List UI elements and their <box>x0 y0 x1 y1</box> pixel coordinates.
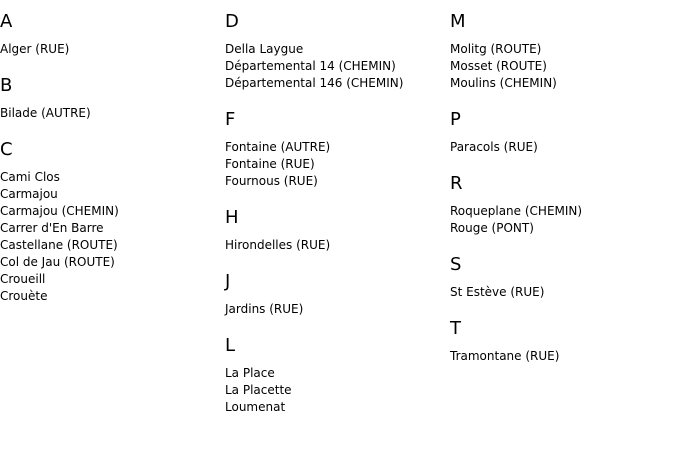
street-list-item: Moulins (CHEMIN) <box>450 76 557 90</box>
letter-section <box>225 207 445 254</box>
letter-section <box>450 173 670 237</box>
street-list-item: Castellane (ROUTE) <box>0 238 118 252</box>
street-list <box>225 237 445 254</box>
street-list-item: Hirondelles (RUE) <box>225 238 331 252</box>
street-list-item: Paracols (RUE) <box>450 140 538 154</box>
letter-heading: P <box>450 109 461 130</box>
street-list-item: Carrer d'En Barre <box>0 221 104 235</box>
street-list-item: Mosset (ROUTE) <box>450 59 547 73</box>
street-list-item: Jardins (RUE) <box>225 302 304 316</box>
street-list <box>0 169 220 305</box>
street-list-item: Molitg (ROUTE) <box>450 42 542 56</box>
letter-heading: T <box>450 318 461 339</box>
street-list-item: Carmajou (CHEMIN) <box>0 204 119 218</box>
street-list <box>225 41 445 92</box>
letter-section <box>0 75 220 122</box>
letter-heading: H <box>225 207 239 228</box>
street-list-item: Tramontane (RUE) <box>450 349 560 363</box>
letter-heading: R <box>450 173 463 194</box>
street-list-item: La Placette <box>225 383 292 397</box>
street-list-item: Crouète <box>0 289 48 303</box>
letter-heading: F <box>225 109 236 130</box>
letter-heading: J <box>225 271 231 292</box>
street-list-item: Fontaine (AUTRE) <box>225 140 331 154</box>
street-list-item: Loumenat <box>225 400 286 414</box>
street-list-item: Fournous (RUE) <box>225 174 318 188</box>
street-list <box>450 284 670 301</box>
street-list <box>0 41 220 58</box>
letter-section <box>225 335 445 416</box>
letter-heading: L <box>225 335 236 356</box>
street-list-item: Fontaine (RUE) <box>225 157 315 171</box>
street-list <box>225 301 445 318</box>
letter-heading: D <box>225 11 239 32</box>
street-list-item: Col de Jau (ROUTE) <box>0 255 115 269</box>
street-list <box>225 139 445 190</box>
letter-section <box>450 254 670 301</box>
street-list-item: Croueill <box>0 272 46 286</box>
letter-section <box>225 271 445 318</box>
index-column-2 <box>225 0 445 416</box>
street-list-item: Départemental 14 (CHEMIN) <box>225 59 396 73</box>
street-list <box>225 365 445 416</box>
street-list-item: Départemental 146 (CHEMIN) <box>225 76 404 90</box>
letter-section <box>0 139 220 305</box>
letter-section <box>450 109 670 156</box>
street-list-item: La Place <box>225 366 275 380</box>
letter-section <box>450 318 670 365</box>
street-list <box>450 348 670 365</box>
street-list-item: Carmajou <box>0 187 58 201</box>
letter-section <box>450 11 670 92</box>
index-column-1 <box>0 0 220 305</box>
letter-section <box>225 109 445 190</box>
street-list-item: Roqueplane (CHEMIN) <box>450 204 583 218</box>
street-list <box>450 139 670 156</box>
street-list <box>450 41 670 92</box>
street-list <box>450 203 670 237</box>
letter-heading: A <box>0 11 13 32</box>
street-list-item: Cami Clos <box>0 170 60 184</box>
street-list-item: Rouge (PONT) <box>450 221 534 235</box>
letter-heading: B <box>0 75 13 96</box>
street-list <box>0 105 220 122</box>
letter-heading: S <box>450 254 462 275</box>
street-list-item: St Estève (RUE) <box>450 285 545 299</box>
street-list-item: Alger (RUE) <box>0 42 70 56</box>
letter-section <box>0 11 220 58</box>
street-list-item: Bilade (AUTRE) <box>0 106 91 120</box>
street-list-item: Della Laygue <box>225 42 304 56</box>
index-column-3 <box>450 0 670 365</box>
letter-heading: M <box>450 11 466 32</box>
letter-section <box>225 11 445 92</box>
letter-heading: C <box>0 139 13 160</box>
